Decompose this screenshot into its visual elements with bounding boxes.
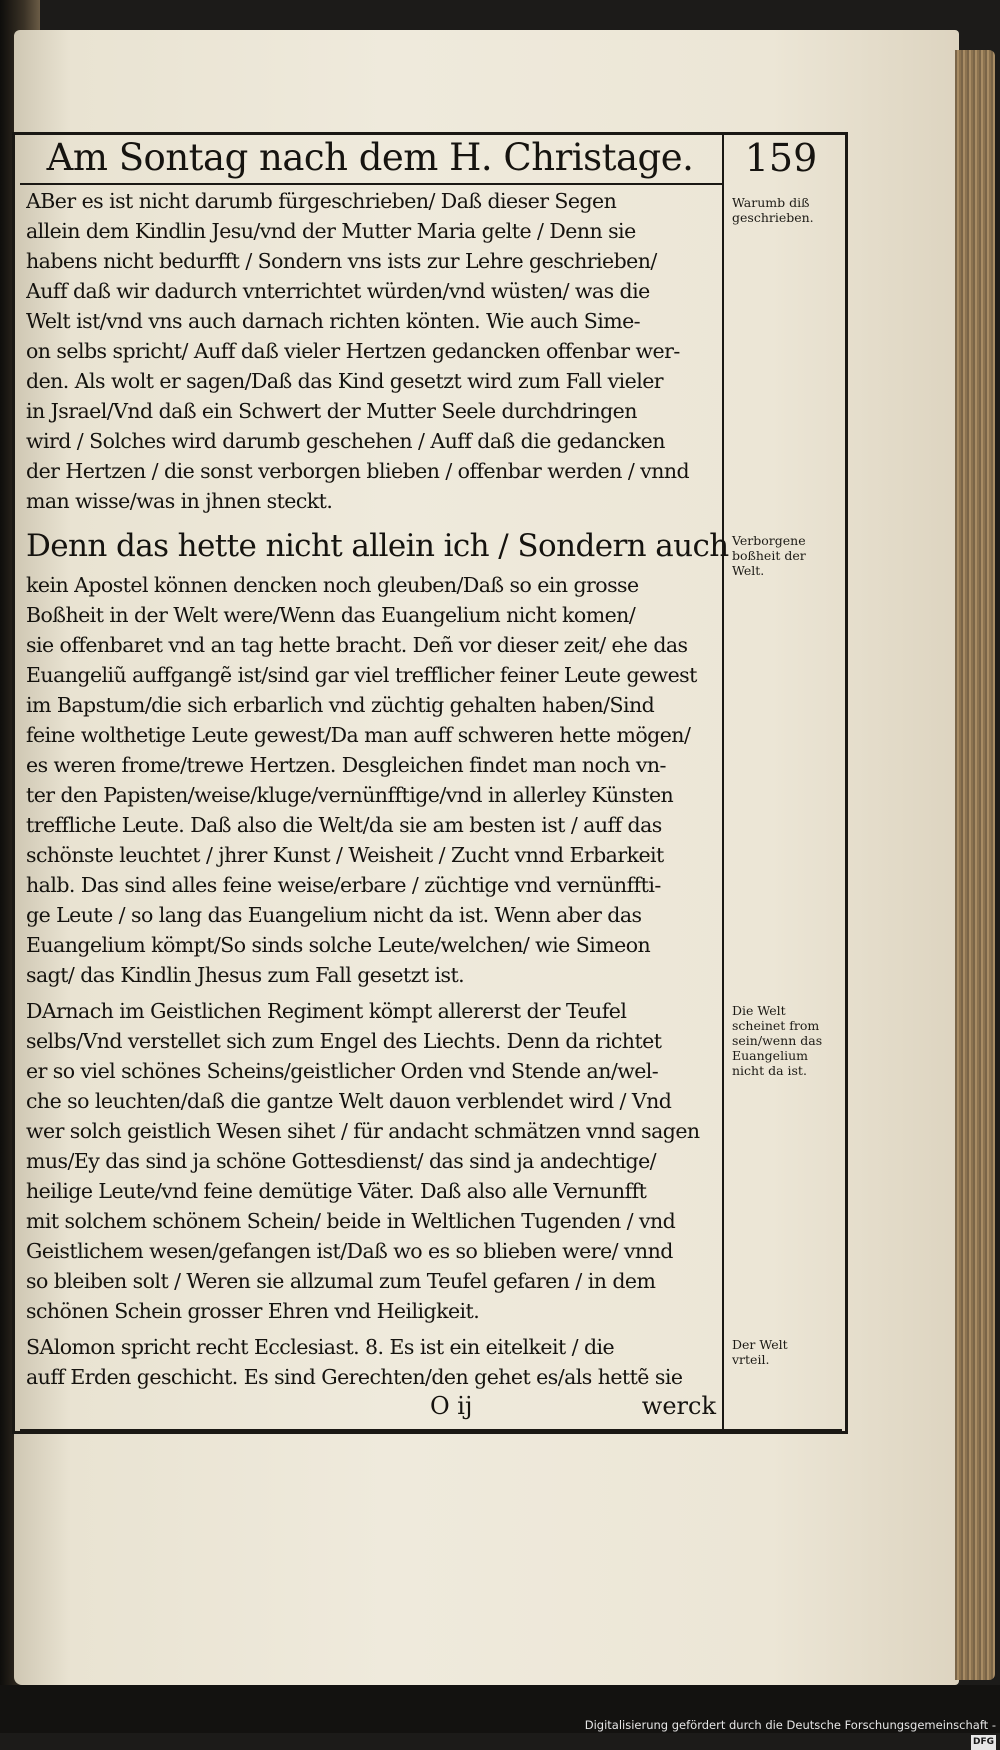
text-line: selbs/Vnd verstellet sich zum Engel des Liechts. Denn da richtet — [26, 1029, 662, 1053]
text-line: es weren frome/trewe Hertzen. Desgleichen findet man noch vn- — [26, 753, 666, 777]
text-line: heilige Leute/vnd feine demütige Väter. Daß also alle Vernunfft — [26, 1179, 647, 1203]
footer-rule — [20, 1429, 842, 1432]
margin-note-line: scheinet from — [732, 1018, 820, 1033]
text-line: mit solchem schönem Schein/ beide in Weltlichen Tugenden / vnd — [26, 1209, 676, 1233]
text-line: im Bapstum/die sich erbarlich vnd züchtig gehalten haben/Sind — [26, 693, 655, 717]
text-line: er so viel schönes Scheins/geistlicher Orden vnd Stende an/wel- — [26, 1059, 659, 1083]
text-line: che so leuchten/daß die gantze Welt dauon verblendet wird / Vnd — [26, 1089, 672, 1113]
text-line: allein dem Kindlin Jesu/vnd der Mutter Maria gelte / Denn sie — [26, 219, 636, 243]
margin-note-line: sein/wenn das — [732, 1033, 823, 1048]
text-line: auff Erden geschicht. Es sind Gerechten/den gehet es/als hettẽ sie — [26, 1365, 683, 1389]
margin-note-1 — [732, 195, 840, 225]
margin-note-line: boßheit der — [732, 548, 806, 563]
text-line: halb. Das sind alles feine weise/erbare / züchtige vnd vernünffti- — [26, 873, 661, 897]
text-line: ter den Papisten/weise/kluge/vernünfftige/vnd in allerley Künsten — [26, 783, 674, 807]
display-line: Denn das hette nicht allein ich / Sondern auch — [26, 528, 729, 564]
paragraph-3 — [26, 996, 722, 1326]
body-text — [26, 186, 729, 1392]
text-line: wer solch geistlich Wesen sihet / für andacht schmätzen vnnd sagen — [26, 1119, 700, 1143]
text-line: so bleiben solt / Weren sie allzumal zum Teufel gefaren / in dem — [26, 1269, 656, 1293]
text-line: kein Apostel können dencken noch gleuben/Daß so ein grosse — [26, 573, 639, 597]
margin-note-line: Warumb diß — [732, 195, 810, 210]
margin-note-2 — [732, 533, 840, 578]
text-line: in Jsrael/Vnd daß ein Schwert der Mutter Seele durchdringen — [26, 399, 637, 423]
text-line: sie offenbaret vnd an tag hette bracht. Deñ vor dieser zeit/ ehe das — [26, 633, 688, 657]
text-line: sagt/ das Kindlin Jhesus zum Fall gesetzt ist. — [26, 963, 465, 987]
text-line: der Hertzen / die sonst verborgen blieben / offenbar werden / vnnd — [26, 459, 690, 483]
text-line: schönste leuchtet / jhrer Kunst / Weisheit / Zucht vnnd Erbarkeit — [26, 843, 664, 867]
text-line: on selbs spricht/ Auff daß vieler Hertzen gedancken offenbar wer- — [26, 339, 680, 363]
dfg-logo: DFG — [971, 1735, 996, 1750]
margin-note-line: nicht da ist. — [732, 1063, 807, 1078]
credit-text: Digitalisierung gefördert durch die Deutsche Forschungsgemeinschaft - — [584, 1718, 996, 1732]
margin-note-line: geschrieben. — [732, 210, 814, 225]
text-line: den. Als wolt er sagen/Daß das Kind gesetzt wird zum Fall vieler — [26, 369, 664, 393]
text-line: SAlomon spricht recht Ecclesiast. 8. Es ist ein eitelkeit / die — [26, 1335, 615, 1359]
page-edges — [955, 50, 995, 1680]
text-line: habens nicht bedurfft / Sondern vns ists zur Lehre geschrieben/ — [26, 249, 657, 273]
text-line: man wisse/was in jhnen steckt. — [26, 489, 333, 513]
text-line: schönen Schein grosser Ehren vnd Heiligkeit. — [26, 1299, 480, 1323]
catchword: werck — [641, 1392, 716, 1420]
paragraph-1 — [26, 186, 722, 516]
margin-note-line: Der Welt — [732, 1337, 788, 1352]
text-line: treffliche Leute. Daß also die Welt/da sie am besten ist / auff das — [26, 813, 662, 837]
text-line: DArnach im Geistlichen Regiment kömpt allererst der Teufel — [26, 999, 627, 1023]
text-line: Euangelium kömpt/So sinds solche Leute/welchen/ wie Simeon — [26, 933, 651, 957]
page-footer — [20, 1392, 720, 1428]
margin-note-line: Die Welt — [732, 1003, 786, 1018]
margin-column — [722, 135, 842, 1430]
text-line: mus/Ey das sind ja schöne Gottesdienst/ das sind ja andechtige/ — [26, 1149, 657, 1173]
margin-note-3 — [732, 1003, 840, 1078]
margin-note-line: Welt. — [732, 563, 765, 578]
text-line: Euangeliũ auffgangẽ ist/sind gar viel trefflicher feiner Leute gewest — [26, 663, 697, 687]
running-head: Am Sontag nach dem H. Christage. — [46, 136, 694, 179]
text-line: Geistlichem wesen/gefangen ist/Daß wo es so blieben were/ vnnd — [26, 1239, 673, 1263]
text-line: Boßheit in der Welt were/Wenn das Euangelium nicht komen/ — [26, 603, 636, 627]
text-line: ABer es ist nicht darumb fürgeschrieben/ Daß dieser Segen — [26, 189, 617, 213]
paragraph-4 — [26, 1332, 722, 1392]
margin-note-line: Euangelium — [732, 1048, 808, 1063]
digitization-credit — [560, 1718, 996, 1747]
signature-mark: O ij — [430, 1392, 473, 1420]
margin-note-4 — [732, 1337, 840, 1367]
text-line: Auff daß wir dadurch vnterrichtet würden/vnd wüsten/ was die — [26, 279, 650, 303]
text-line: Welt ist/vnd vns auch darnach richten könten. Wie auch Sime- — [26, 309, 641, 333]
text-line: ge Leute / so lang das Euangelium nicht da ist. Wenn aber das — [26, 903, 642, 927]
text-line: wird / Solches wird darumb geschehen / Auff daß die gedancken — [26, 429, 665, 453]
margin-note-line: vrteil. — [732, 1352, 770, 1367]
paragraph-2 — [26, 522, 729, 990]
margin-note-line: Verborgene — [732, 533, 806, 548]
page-number: 159 — [744, 136, 818, 180]
text-line: feine wolthetige Leute gewest/Da man auff schweren hette mögen/ — [26, 723, 691, 747]
